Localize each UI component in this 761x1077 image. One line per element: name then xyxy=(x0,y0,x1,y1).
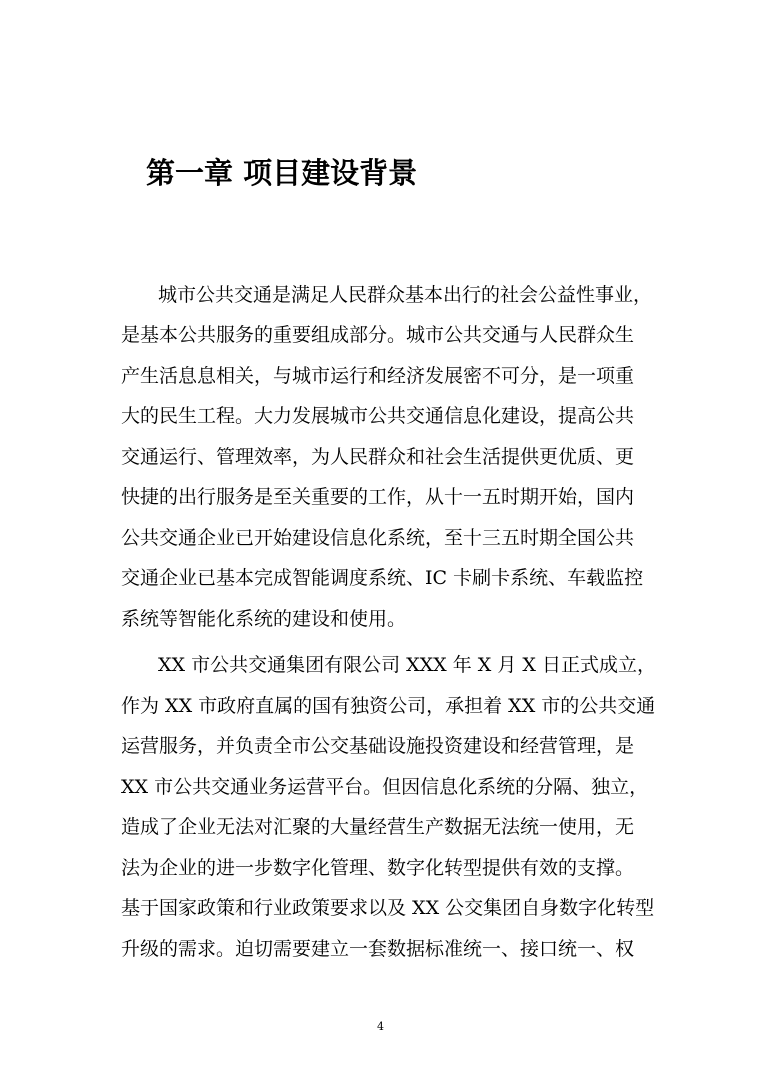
paragraph-1-line-5: 交通运行、管理效率，为人民群众和社会生活提供更优质、更 xyxy=(121,446,635,468)
paragraph-2-line-1: XX 市公共交通集团有限公司 XXX 年 X 月 X 日正式成立， xyxy=(158,654,656,676)
paragraph-2-line-5: 造成了企业无法对汇聚的大量经营生产数据无法统一使用，无 xyxy=(121,816,635,838)
chapter-title: 第一章 项目建设背景 xyxy=(146,156,418,190)
page-number: 4 xyxy=(377,1020,384,1033)
paragraph-1-line-9: 系统等智能化系统的建设和使用。 xyxy=(121,608,407,630)
paragraph-2-line-2: 作为 XX 市政府直属的国有独资公司，承担着 XX 市的公共交通 xyxy=(121,695,656,717)
paragraph-1-line-3: 产生活息息相关，与城市运行和经济发展密不可分，是一项重 xyxy=(121,365,635,387)
paragraph-2-line-7: 基于国家政策和行业政策要求以及 XX 公交集团自身数字化转型 xyxy=(121,897,655,919)
paragraph-2-line-6: 法为企业的进一步数字化管理、数字化转型提供有效的支撑。 xyxy=(121,857,635,879)
paragraph-1-line-2: 是基本公共服务的重要组成部分。城市公共交通与人民群众生 xyxy=(121,324,635,346)
paragraph-1-line-7: 公共交通企业已开始建设信息化系统，至十三五时期全国公共 xyxy=(121,527,635,549)
paragraph-1-line-1: 城市公共交通是满足人民群众基本出行的社会公益性事业， xyxy=(158,284,653,306)
paragraph-2-line-8: 升级的需求。迫切需要建立一套数据标准统一、接口统一、权 xyxy=(121,938,635,960)
paragraph-1-line-6: 快捷的出行服务是至关重要的工作，从十一五时期开始，国内 xyxy=(121,486,635,508)
paragraph-2-line-3: 运营服务，并负责全市公交基础设施投资建设和经营管理，是 xyxy=(121,735,635,757)
paragraph-1-line-4: 大的民生工程。大力发展城市公共交通信息化建设，提高公共 xyxy=(121,405,635,427)
paragraph-1-line-8: 交通企业已基本完成智能调度系统、IC 卡刷卡系统、车载监控 xyxy=(121,567,644,589)
paragraph-2-line-4: XX 市公共交通业务运营平台。但因信息化系统的分隔、独立， xyxy=(121,776,649,798)
